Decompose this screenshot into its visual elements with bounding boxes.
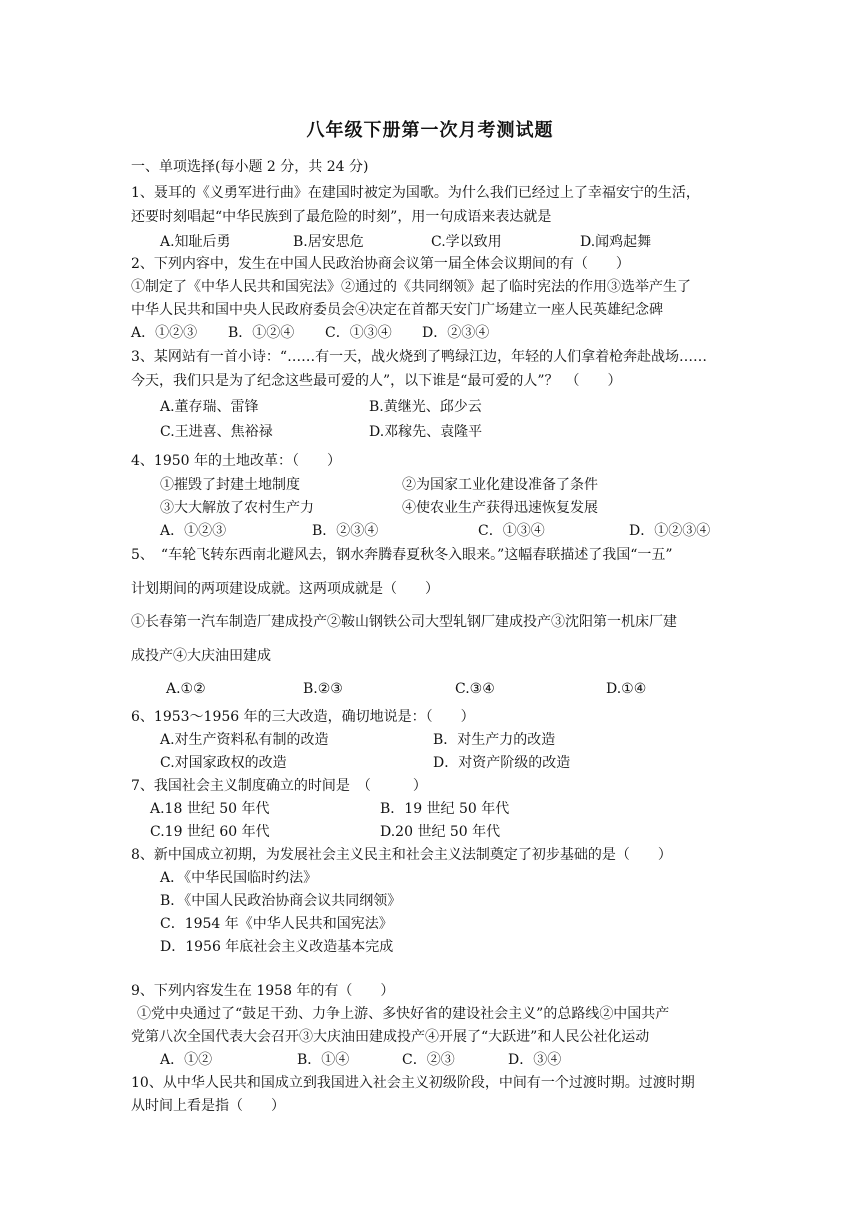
q3-option-d: D.邓稼先、袁隆平 bbox=[369, 424, 483, 440]
question-5-text-cont: 成投产④大庆油田建成 bbox=[131, 648, 271, 664]
q2-option-c: C．①③④ bbox=[325, 325, 392, 341]
question-6-stem: 6、1953～1956 年的三大改造，确切地说是：（ ） bbox=[131, 709, 475, 725]
q6-option-b: B．对生产力的改造 bbox=[433, 732, 556, 748]
q8-option-c: C．1954 年《中华人民共和国宪法》 bbox=[160, 916, 393, 932]
q2-option-d: D．②③④ bbox=[422, 325, 490, 341]
question-9-text-cont: 党第八次全国代表大会召开③大庆油田建成投产④开展了“大跃进”和人民公社化运动 bbox=[131, 1029, 650, 1045]
question-5-stem: 5、 “车轮飞转东西南北避风去，钢水奔腾春夏秋冬入眼来。”这幅春联描述了我国“一五” bbox=[131, 547, 673, 563]
q4-option-b: B．②③④ bbox=[312, 523, 379, 539]
q2-option-b: B．①②④ bbox=[228, 325, 295, 341]
q7-option-a: A.18 世纪 50 年代 bbox=[150, 801, 270, 817]
question-3-stem-cont: 今天，我们只是为了纪念这些最可爱的人”，以下谁是“最可爱的人”？ （ ） bbox=[131, 373, 622, 389]
q6-option-d: D．对资产阶级的改造 bbox=[433, 755, 571, 771]
q7-option-b: B．19 世纪 50 年代 bbox=[380, 801, 510, 817]
q9-option-d: D．③④ bbox=[508, 1052, 562, 1068]
question-7-stem: 7、我国社会主义制度确立的时间是 （ ） bbox=[131, 778, 427, 794]
q3-option-c: C.王进喜、焦裕禄 bbox=[160, 424, 273, 440]
q5-option-a: A.①② bbox=[166, 681, 206, 697]
q5-option-c: C.③④ bbox=[455, 681, 495, 697]
q6-option-a: A.对生产资料私有制的改造 bbox=[160, 732, 329, 748]
question-2-text-cont: 中华人民共和国中央人民政府委员会④决定在首都天安门广场建立一座人民英雄纪念碑 bbox=[131, 302, 663, 318]
q1-option-c: C.学以致用 bbox=[431, 234, 502, 250]
question-3-stem: 3、某网站有一首小诗：“……有一天，战火烧到了鸭绿江边，年轻的人们拿着枪奔赴战场…… bbox=[131, 349, 708, 365]
question-10-stem: 10、从中华人民共和国成立到我国进入社会主义初级阶段，中间有一个过渡时期。过渡时期 bbox=[131, 1075, 695, 1091]
q1-option-a: A.知耻后勇 bbox=[160, 234, 231, 250]
q2-option-a: A．①②③ bbox=[131, 325, 198, 341]
q9-option-b: B．①④ bbox=[297, 1052, 350, 1068]
q4-option-d: D．①②③④ bbox=[629, 523, 711, 539]
question-9-stem: 9、下列内容发生在 1958 年的有（ ） bbox=[131, 983, 395, 999]
q5-option-b: B.②③ bbox=[303, 681, 343, 697]
q8-option-d: D．1956 年底社会主义改造基本完成 bbox=[160, 939, 394, 955]
q6-option-c: C.对国家政权的改造 bbox=[160, 755, 287, 771]
question-2-text: ①制定了《中华人民共和国宪法》②通过的《共同纲领》起了临时宪法的作用③选举产生了 bbox=[131, 279, 691, 295]
q4-option-a: A．①②③ bbox=[160, 523, 227, 539]
q4-option-c: C．①③④ bbox=[478, 523, 545, 539]
q7-option-d: D.20 世纪 50 年代 bbox=[380, 824, 501, 840]
question-8-stem: 8、新中国成立初期，为发展社会主义民主和社会主义法制奠定了初步基础的是（ ） bbox=[131, 847, 672, 863]
q4-item-2: ②为国家工业化建设准备了条件 bbox=[402, 477, 598, 493]
question-1-stem-cont: 还要时刻唱起“中华民族到了最危险的时刻”，用一句成语来表达就是 bbox=[131, 209, 552, 225]
question-1-stem: 1、聂耳的《义勇军进行曲》在建国时被定为国歌。为什么我们已经过上了幸福安宁的生活， bbox=[131, 185, 700, 201]
q4-item-3: ③大大解放了农村生产力 bbox=[160, 500, 314, 516]
question-5-text: ①长春第一汽车制造厂建成投产②鞍山钢铁公司大型轧钢厂建成投产③沈阳第一机床厂建 bbox=[131, 614, 677, 630]
question-9-text: ①党中央通过了“鼓足干劲、力争上游、多快好省的建设社会主义”的总路线②中国共产 bbox=[137, 1006, 670, 1022]
q3-option-a: A.董存瑞、雷锋 bbox=[160, 399, 259, 415]
question-10-stem-cont: 从时间上看是指（ ） bbox=[131, 1098, 285, 1114]
q9-option-c: C．②③ bbox=[402, 1052, 455, 1068]
q5-option-d: D.①④ bbox=[606, 681, 647, 697]
q1-option-b: B.居安思危 bbox=[293, 234, 364, 250]
question-2-stem: 2、下列内容中，发生在中国人民政治协商会议第一届全体会议期间的有（ ） bbox=[131, 256, 630, 272]
q7-option-c: C.19 世纪 60 年代 bbox=[150, 824, 270, 840]
q4-item-1: ①摧毁了封建土地制度 bbox=[160, 477, 300, 493]
page-title: 八年级下册第一次月考测试题 bbox=[306, 120, 554, 141]
q8-option-a: A．《中华民国临时约法》 bbox=[160, 870, 318, 886]
question-4-stem: 4、1950 年的土地改革：（ ） bbox=[131, 453, 341, 469]
q3-option-b: B.黄继光、邱少云 bbox=[369, 399, 482, 415]
q8-option-b: B．《中国人民政治协商会议共同纲领》 bbox=[160, 893, 402, 909]
q9-option-a: A．①② bbox=[160, 1052, 213, 1068]
q1-option-d: D.闻鸡起舞 bbox=[580, 234, 652, 250]
q4-item-4: ④使农业生产获得迅速恢复发展 bbox=[402, 500, 598, 516]
section-heading: 一、单项选择(每小题 2 分，共 24 分) bbox=[131, 159, 369, 175]
question-5-stem-cont: 计划期间的两项建设成就。这两项成就是（ ） bbox=[131, 581, 439, 597]
